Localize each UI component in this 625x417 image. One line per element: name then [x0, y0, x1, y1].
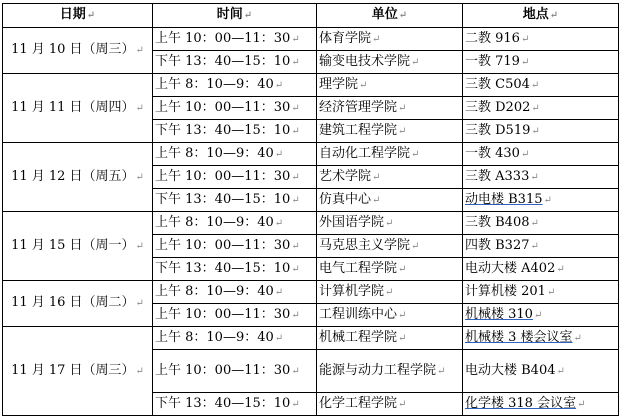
table-row	[3, 28, 619, 51]
unit-cell: 建筑工程学院↵	[317, 120, 463, 143]
table-row	[3, 143, 619, 166]
location-cell: 三教 A333↵	[463, 166, 619, 189]
schedule-table	[2, 3, 619, 416]
header-unit: 单位↵	[317, 4, 463, 28]
unit-cell: 输变电技术学院↵	[317, 51, 463, 74]
time-cell: 上午 10：00—11：30↵	[153, 350, 317, 393]
location-cell: 机械楼 310↵	[463, 304, 619, 327]
location-cell: 化学楼 318 会议室↵	[463, 393, 619, 416]
unit-cell: 化学工程学院↵	[317, 393, 463, 416]
date-cell: 11 月 11 日（周四）↵	[3, 74, 153, 143]
time-cell: 上午 10：00—11：30↵	[153, 166, 317, 189]
table-row	[3, 327, 619, 350]
header-location: 地点↵	[463, 4, 619, 28]
location-cell: 三教 C504↵	[463, 74, 619, 97]
location-cell: 动电楼 B315↵	[463, 189, 619, 212]
date-cell: 11 月 17 日（周三）↵	[3, 327, 153, 416]
header-row	[3, 4, 619, 28]
table-row	[3, 281, 619, 304]
time-cell: 上午 10：00—11：30↵	[153, 97, 317, 120]
location-cell: 三教 D202↵	[463, 97, 619, 120]
unit-cell: 工程训练中心↵	[317, 304, 463, 327]
location-cell: 三教 D519↵	[463, 120, 619, 143]
location-cell: 电动大楼 A402↵	[463, 258, 619, 281]
time-cell: 上午 8：10—9：40↵	[153, 143, 317, 166]
date-cell: 11 月 15 日（周一）↵	[3, 212, 153, 281]
time-cell: 下午 13：40—15：10↵	[153, 258, 317, 281]
unit-cell: 计算机学院↵	[317, 281, 463, 304]
table-row	[3, 74, 619, 97]
unit-cell: 艺术学院↵	[317, 166, 463, 189]
location-cell: 电动大楼 B404↵	[463, 350, 619, 393]
table-row	[3, 212, 619, 235]
location-cell: 机械楼 3 楼会议室↵	[463, 327, 619, 350]
unit-cell: 外国语学院↵	[317, 212, 463, 235]
time-cell: 下午 13：40—15：10↵	[153, 393, 317, 416]
date-cell: 11 月 16 日（周二）↵	[3, 281, 153, 327]
time-cell: 下午 13：40—15：10↵	[153, 189, 317, 212]
location-cell: 四教 B327↵	[463, 235, 619, 258]
time-cell: 下午 13：40—15：10↵	[153, 120, 317, 143]
unit-cell: 仿真中心↵	[317, 189, 463, 212]
header-date: 日期↵	[3, 4, 153, 28]
header-time: 时间↵	[153, 4, 317, 28]
time-cell: 上午 8：10—9：40↵	[153, 327, 317, 350]
unit-cell: 马克思主义学院↵	[317, 235, 463, 258]
location-cell: 三教 B408↵	[463, 212, 619, 235]
time-cell: 上午 10：00—11：30↵	[153, 304, 317, 327]
unit-cell: 机械工程学院↵	[317, 327, 463, 350]
time-cell: 上午 8：10—9：40↵	[153, 212, 317, 235]
unit-cell: 体育学院↵	[317, 28, 463, 51]
unit-cell: 自动化工程学院↵	[317, 143, 463, 166]
unit-cell: 电气工程学院↵	[317, 258, 463, 281]
location-cell: 二教 916↵	[463, 28, 619, 51]
time-cell: 上午 8：10—9：40↵	[153, 281, 317, 304]
time-cell: 上午 10：00—11：30↵	[153, 28, 317, 51]
date-cell: 11 月 12 日（周五）↵	[3, 143, 153, 212]
location-cell: 一教 719↵	[463, 51, 619, 74]
time-cell: 上午 10：00—11：30↵	[153, 235, 317, 258]
date-cell: 11 月 10 日（周三）↵	[3, 28, 153, 74]
unit-cell: 理学院↵	[317, 74, 463, 97]
time-cell: 下午 13：40—15：10↵	[153, 51, 317, 74]
time-cell: 上午 8：10—9：40↵	[153, 74, 317, 97]
location-cell: 一教 430↵	[463, 143, 619, 166]
unit-cell: 能源与动力工程学院↵	[317, 350, 463, 393]
unit-cell: 经济管理学院↵	[317, 97, 463, 120]
location-cell: 计算机楼 201↵	[463, 281, 619, 304]
